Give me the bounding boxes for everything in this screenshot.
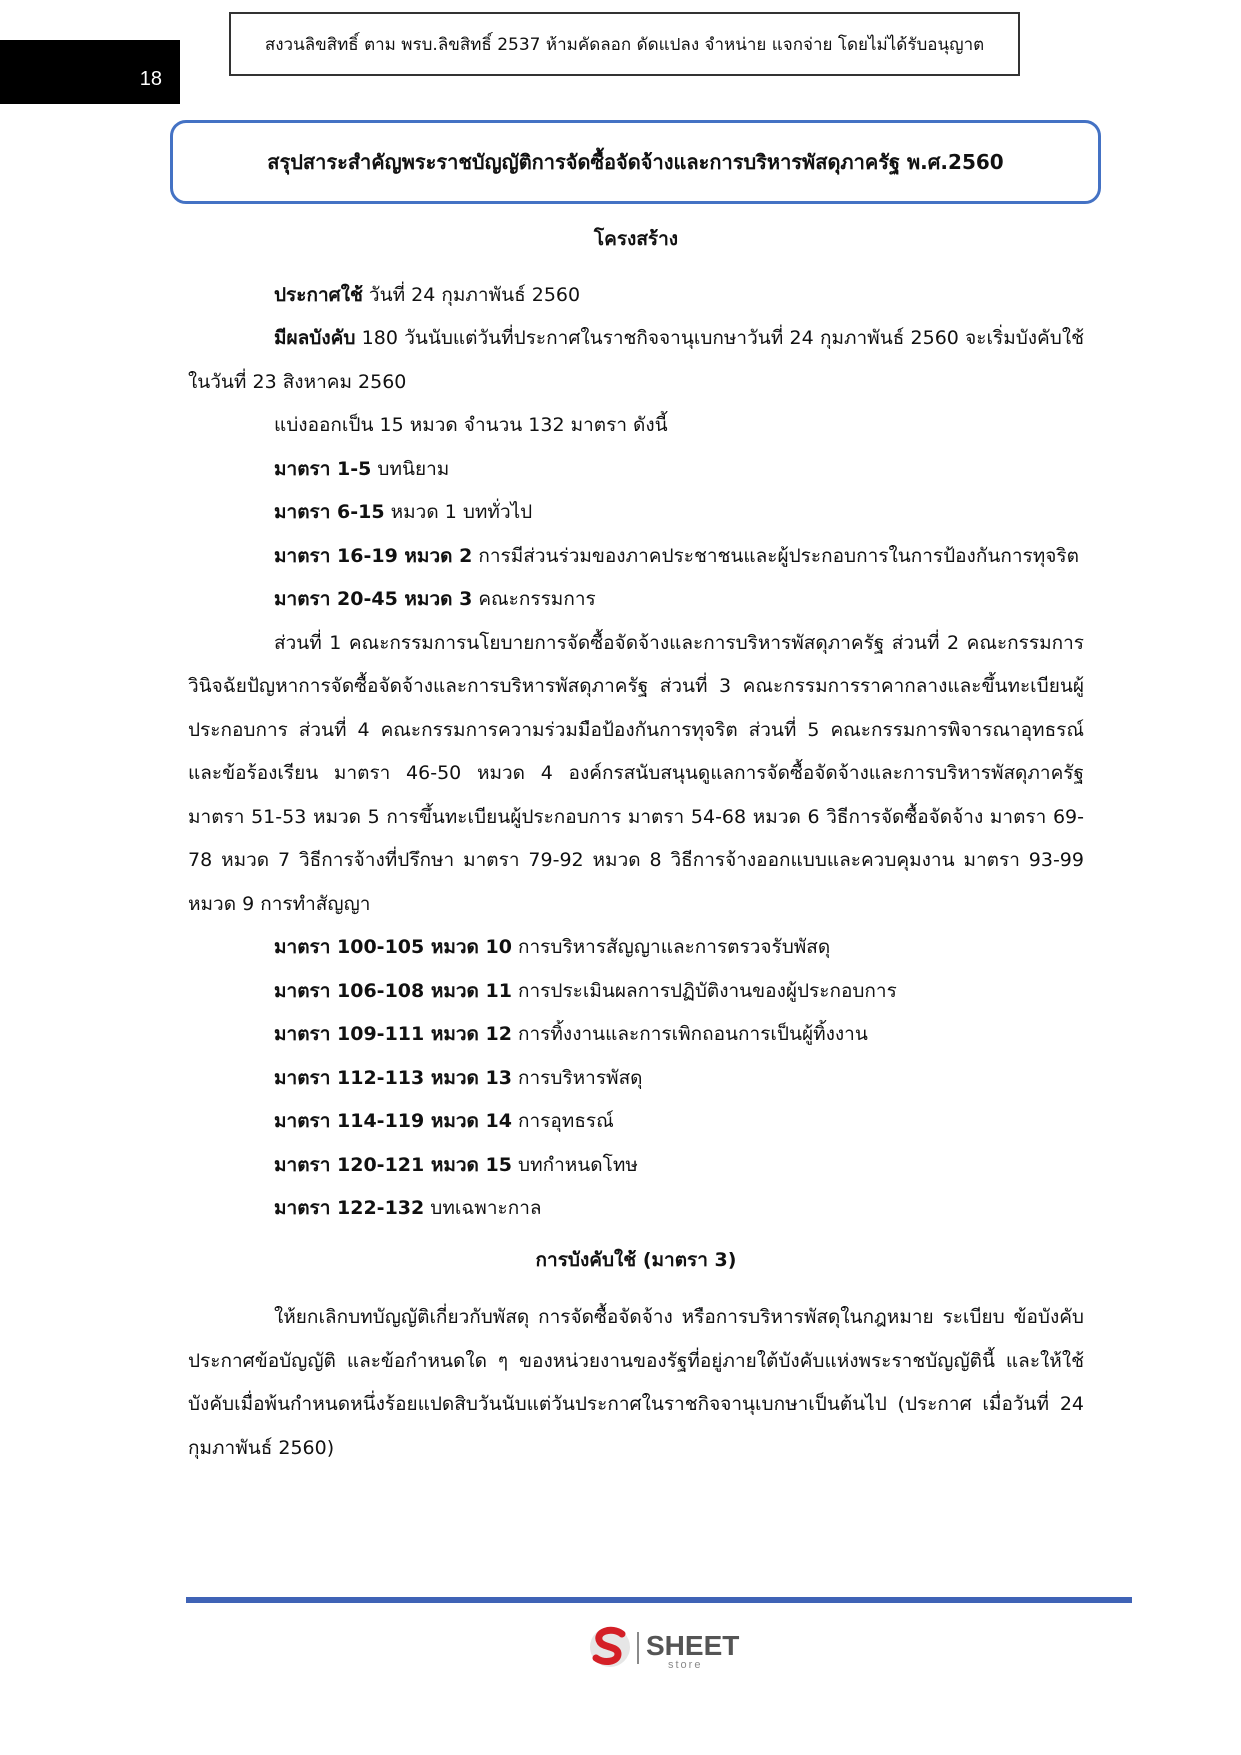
effective-paragraph [188,317,1084,404]
section-label: มาตรา 20-45 หมวด 3 [274,588,473,610]
section-item [188,970,1084,1014]
enforcement-heading: การบังคับใช้ (มาตรา 3) [535,1248,737,1271]
section-item [188,448,1084,492]
section-item [188,1187,1084,1231]
section-text: บทเฉพาะกาล [424,1197,542,1219]
document-title: สรุปสาระสำคัญพระราชบัญญัติการจัดซื้อจัดจ้างและการบริหารพัสดุภาครัฐ พ.ศ.2560 [267,150,1004,174]
section-item [188,1100,1084,1144]
section-label: มาตรา 122-132 [274,1197,425,1219]
section-item [188,491,1084,535]
page-number-tab [0,40,180,104]
section-label: มาตรา 100-105 หมวด 10 [274,936,512,958]
section-text: หมวด 1 บททั่วไป [384,501,533,523]
copyright-notice-box [229,12,1020,76]
section-item [188,535,1084,579]
section-label: มาตรา 109-111 หมวด 12 [274,1023,512,1045]
announced-paragraph [188,274,1084,318]
footer-rule [186,1597,1132,1603]
section-item [188,578,1084,622]
section-text: การประเมินผลการปฏิบัติงานของผู้ประกอบการ [511,979,897,1002]
section-label: มาตรา 16-19 หมวด 2 [274,544,473,567]
logo-text: SHEET [646,1630,740,1661]
section-text: คณะกรรมการ [472,588,596,610]
section-text: บทนิยาม [371,457,450,480]
enforcement-paragraph: ให้ยกเลิกบทบัญญัติเกี่ยวกับพัสดุ การจัดซื้อจัดจ้าง หรือการบริหารพัสดุในกฎหมาย ระเบียบ ข้อบังคับประกาศข้อบัญญัติ และข้อกำหนดใด ๆ ของหน่วยงานของรัฐที่อยู่ภายใต้บังคับแห่งพระราชบัญญัตินี้ และให้ใช้บังคับเมื่อพ้นกำหนดหนึ่งร้อยแปดสิบวันนับแต่วันประกาศในราชกิจจานุเบกษาเป็นต้นไป (ประกาศ เมื่อวันที่ 24 กุมภาพันธ์ 2560) [188,1306,1084,1459]
page-number: 18 [139,67,162,90]
section-label: มาตรา 114-119 หมวด 14 [274,1110,512,1132]
section-text: การบริหารพัสดุ [511,1066,643,1089]
section-item [188,1057,1084,1101]
division-paragraph: แบ่งออกเป็น 15 หมวด จำนวน 132 มาตรา ดังนี้ [274,414,668,436]
section-label: มาตรา 6-15 [274,501,385,523]
section-label: มาตรา 120-121 หมวด 15 [274,1153,512,1176]
section-text: การอุทธรณ์ [511,1110,614,1132]
announced-text: วันที่ 24 กุมภาพันธ์ 2560 [362,283,581,306]
announced-label: ประกาศใช้ [274,283,363,306]
section-label: มาตรา 106-108 หมวด 11 [274,979,512,1002]
effective-text: 180 วันนับแต่วันที่ประกาศในราชกิจจานุเบกษาวันที่ 24 กุมภาพันธ์ 2560 จะเริ่มบังคับใช้ในวันที่ 23 สิงหาคม 2560 [188,327,1084,393]
section-label: มาตรา 1-5 [274,457,372,480]
section-item [188,1144,1084,1188]
document-title-box [170,120,1101,204]
section-text: การทิ้งงานและการเพิกถอนการเป็นผู้ทิ้งงาน [511,1023,868,1045]
copyright-notice: สงวนลิขสิทธิ์ ตาม พรบ.ลิขสิทธิ์ 2537 ห้ามคัดลอก ดัดแปลง จำหน่าย แจกจ่าย โดยไม่ได้รับอนุญาต [264,34,985,55]
section-text: การบริหารสัญญาและการตรวจรับพัสดุ [511,936,831,958]
document-body [188,218,1084,1470]
structure-heading: โครงสร้าง [593,228,679,250]
effective-label: มีผลบังคับ [274,327,356,349]
logo-subtext: store [668,1659,703,1671]
section-item [188,1013,1084,1057]
sheet-store-logo-mark [586,1620,756,1674]
committee-paragraph: ส่วนที่ 1 คณะกรรมการนโยบายการจัดซื้อจัดจ้างและการบริหารพัสดุภาครัฐ ส่วนที่ 2 คณะกรรมการวินิจฉัยปัญหาการจัดซื้อจัดจ้างและการบริหารพัสดุภาครัฐ ส่วนที่ 3 คณะกรรมการราคากลางและขึ้นทะเบียนผู้ประกอบการ ส่วนที่ 4 คณะกรรมการความร่วมมือป้องกันการทุจริต ส่วนที่ 5 คณะกรรมการพิจารณาอุทธรณ์และข้อร้องเรียน มาตรา 46-50 หมวด 4 องค์กรสนับสนุนดูแลการจัดซื้อจัดจ้างและการบริหารพัสดุภาครัฐ มาตรา 51-53 หมวด 5 การขึ้นทะเบียนผู้ประกอบการ มาตรา 54-68 หมวด 6 วิธีการจัดซื้อจัดจ้าง มาตรา 69-78 หมวด 7 วิธีการจ้างที่ปรึกษา มาตรา 79-92 หมวด 8 วิธีการจ้างออกแบบและควบคุมงาน มาตรา 93-99 หมวด 9 การทำสัญญา [188,631,1084,915]
sheet-store-logo [586,1620,756,1674]
section-text: บทกำหนดโทษ [511,1153,638,1176]
section-label: มาตรา 112-113 หมวด 13 [274,1066,512,1089]
section-item [188,926,1084,970]
section-text: การมีส่วนร่วมของภาคประชาชนและผู้ประกอบการในการป้องกันการทุจริต [472,544,1079,567]
